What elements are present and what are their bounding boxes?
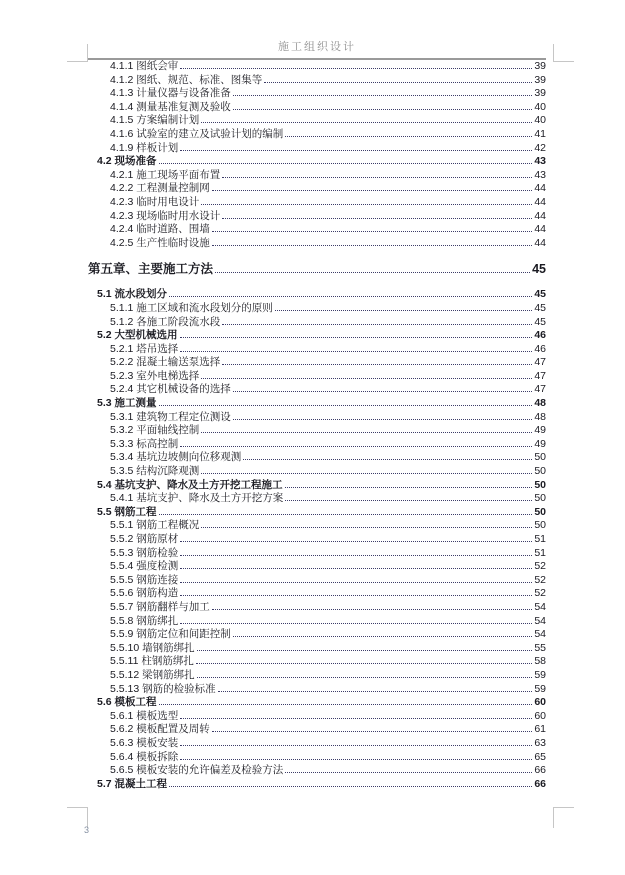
toc-entry[interactable]	[88, 547, 546, 561]
toc-entry-page: 44	[534, 182, 546, 195]
toc-entry[interactable]	[88, 655, 546, 669]
toc-leader-dots	[180, 582, 532, 583]
toc-entry[interactable]	[88, 74, 546, 88]
toc-leader-dots	[212, 731, 533, 732]
toc-leader-dots	[201, 204, 532, 205]
toc-entry-label: 第五章、主要施工方法	[88, 262, 214, 277]
toc-entry-page: 46	[534, 329, 546, 342]
toc-entry[interactable]	[88, 451, 546, 465]
toc-entry[interactable]	[88, 316, 546, 330]
toc-leader-dots	[285, 136, 532, 137]
toc-leader-dots	[180, 595, 532, 596]
toc-entry-page: 60	[534, 709, 546, 722]
toc-entry[interactable]	[88, 101, 546, 115]
toc-entry[interactable]	[88, 424, 546, 438]
toc-entry[interactable]	[88, 210, 546, 224]
toc-entry[interactable]	[88, 696, 546, 710]
toc-entry-label: 4.2.3 现场临时用水设计	[110, 209, 221, 222]
toc-entry[interactable]	[88, 710, 546, 724]
toc-entry[interactable]	[88, 764, 546, 778]
toc-entry-page: 39	[534, 60, 546, 72]
toc-entry-page: 54	[534, 628, 546, 641]
toc-entry-label: 4.2.4 临时道路、围墙	[110, 223, 210, 236]
toc-entry-page: 59	[534, 668, 546, 681]
toc-entry-page: 42	[534, 141, 546, 154]
toc-entry[interactable]	[88, 288, 546, 302]
toc-entry-page: 59	[534, 682, 546, 695]
toc-entry-page: 44	[534, 195, 546, 208]
toc-entry-page: 47	[534, 356, 546, 369]
toc-entry-label: 5.2 大型机械选用	[97, 329, 178, 342]
toc-entry-label: 5.2.1 塔吊选择	[110, 342, 179, 355]
toc-entry-page: 58	[534, 655, 546, 668]
toc-leader-dots	[180, 745, 532, 746]
toc-leader-dots	[264, 82, 532, 83]
toc-leader-dots	[215, 272, 530, 273]
toc-entry-page: 45	[534, 288, 546, 301]
toc-leader-dots	[275, 310, 533, 311]
toc-leader-dots	[222, 218, 532, 219]
toc-entry[interactable]	[88, 574, 546, 588]
toc-leader-dots	[159, 163, 533, 164]
toc-leader-dots	[180, 446, 532, 447]
toc-entry[interactable]	[88, 465, 546, 479]
toc-entry-page: 45	[534, 315, 546, 328]
toc-entry-label: 5.5.4 强度检测	[110, 560, 179, 573]
toc-entry-page: 54	[534, 600, 546, 613]
toc-leader-dots	[243, 459, 532, 460]
toc-entry-page: 66	[534, 777, 546, 790]
toc-entry-page: 39	[534, 87, 546, 100]
toc-entry-label: 5.3.2 平面轴线控制	[110, 424, 200, 437]
toc-leader-dots	[180, 623, 532, 624]
toc-entry-label: 5.5.13 钢筋的检验标准	[110, 682, 216, 695]
toc-entry-label: 5.5.10 墙钢筋绑扎	[110, 641, 195, 654]
toc-entry-label: 4.2 现场准备	[97, 155, 157, 168]
toc-entry-label: 5.6.1 模板选型	[110, 709, 179, 722]
toc-entry[interactable]	[88, 142, 546, 156]
toc-entry[interactable]	[88, 237, 546, 251]
toc-entry-label: 5.5.11 柱钢筋绑扎	[110, 655, 194, 668]
toc-entry[interactable]	[88, 329, 546, 343]
toc-entry-label: 4.2.2 工程测量控制网	[110, 182, 210, 195]
toc-leader-dots	[180, 68, 532, 69]
toc-entry-label: 4.1.2 图纸、规范、标准、图集等	[110, 73, 263, 86]
toc-entry-page: 41	[534, 127, 546, 140]
toc-entry-page: 66	[534, 764, 546, 777]
toc-entry-page: 48	[534, 397, 546, 410]
toc-entry[interactable]	[88, 506, 546, 520]
toc-entry-label: 5.5.3 钢筋检验	[110, 546, 179, 559]
toc-entry-label: 5.3.3 标高控制	[110, 437, 179, 450]
toc-entry-page: 44	[534, 236, 546, 249]
toc-entry-label: 5.6.5 模板安装的允许偏差及检验方法	[110, 764, 284, 777]
toc-leader-dots	[180, 718, 532, 719]
toc-entry-label: 5.3 施工测量	[97, 397, 157, 410]
toc-entry[interactable]	[88, 479, 546, 493]
toc-entry-page: 47	[534, 383, 546, 396]
toc-entry-page: 51	[534, 533, 546, 545]
toc-entry-page: 46	[534, 342, 546, 355]
toc-leader-dots	[212, 245, 533, 246]
toc-entry-page: 52	[534, 587, 546, 600]
toc-entry[interactable]	[88, 615, 546, 629]
toc-leader-dots	[233, 636, 533, 637]
toc-entry[interactable]	[88, 182, 546, 196]
toc-entry[interactable]	[88, 356, 546, 370]
toc-leader-dots	[285, 772, 532, 773]
toc-entry-label: 4.2.3 临时用电设计	[110, 195, 200, 208]
toc-entry-page: 44	[534, 223, 546, 236]
toc-entry-page: 47	[534, 369, 546, 382]
toc-entry[interactable]	[88, 383, 546, 397]
toc-entry-label: 5.6.3 模板安装	[110, 736, 179, 749]
toc-entry[interactable]	[88, 370, 546, 384]
toc-leader-dots	[201, 378, 532, 379]
toc-entry-page: 60	[534, 696, 546, 709]
toc-entry-page: 48	[534, 410, 546, 423]
toc-leader-dots	[212, 231, 533, 232]
toc-leader-dots	[222, 177, 532, 178]
toc-entry-page: 43	[534, 168, 546, 181]
toc-entry-label: 5.5.2 钢筋原材	[110, 533, 179, 545]
toc-entry[interactable]	[88, 683, 546, 697]
toc-entry[interactable]	[88, 87, 546, 101]
toc-entry-label: 5.4.1 基坑支护、降水及土方开挖方案	[110, 492, 284, 505]
toc-entry-label: 4.1.5 方案编制计划	[110, 114, 200, 127]
toc-entry-label: 5.5.1 钢筋工程概况	[110, 519, 200, 532]
toc-entry-label: 5.5 钢筋工程	[97, 505, 157, 518]
toc-leader-dots	[180, 351, 532, 352]
toc-leader-dots	[201, 473, 532, 474]
toc-leader-dots	[180, 541, 532, 542]
toc-entry[interactable]	[88, 669, 546, 683]
text-boundary-mark-bottom-right	[553, 807, 574, 828]
footer-page-number: 3	[84, 825, 90, 835]
toc-entry-label: 4.1.1 图纸会审	[110, 60, 179, 72]
toc-entry-page: 55	[534, 641, 546, 654]
toc-entry-label: 5.6.2 模板配置及周转	[110, 723, 210, 736]
toc-entry-page: 40	[534, 100, 546, 113]
toc-entry-label: 5.5.5 钢筋连接	[110, 573, 179, 586]
document-header-title: 施工组织设计	[88, 38, 546, 60]
toc-entry-page: 44	[534, 209, 546, 222]
toc-leader-dots	[180, 337, 533, 338]
toc-leader-dots	[233, 95, 533, 96]
toc-entry[interactable]	[88, 196, 546, 210]
toc-entry-label: 5.5.7 钢筋翻样与加工	[110, 600, 210, 613]
toc-leader-dots	[196, 663, 532, 664]
toc-entry[interactable]	[88, 533, 546, 547]
toc-entry-label: 5.1.2 各施工阶段流水段	[110, 315, 221, 328]
toc-entry[interactable]	[88, 411, 546, 425]
toc-entry[interactable]	[88, 519, 546, 533]
toc-leader-dots	[180, 568, 532, 569]
toc-entry[interactable]	[88, 169, 546, 183]
toc-leader-dots	[197, 677, 533, 678]
toc-entry-page: 40	[534, 114, 546, 127]
toc-entry-page: 52	[534, 573, 546, 586]
toc-entry[interactable]	[88, 778, 546, 792]
toc-entry[interactable]	[88, 128, 546, 142]
toc-entry-page: 50	[534, 505, 546, 518]
toc-entry[interactable]	[88, 302, 546, 316]
toc-entry[interactable]	[88, 737, 546, 751]
toc-leader-dots	[218, 691, 533, 692]
toc-entry-page: 51	[534, 546, 546, 559]
toc-leader-dots	[233, 419, 533, 420]
toc-entry-label: 4.2.5 生产性临时设施	[110, 236, 210, 249]
toc-leader-dots	[233, 109, 533, 110]
toc-entry[interactable]	[88, 114, 546, 128]
toc-entry[interactable]	[88, 223, 546, 237]
toc-entry[interactable]	[88, 628, 546, 642]
toc-leader-dots	[201, 527, 532, 528]
toc-leader-dots	[285, 487, 533, 488]
toc-entry-label: 5.6 模板工程	[97, 696, 157, 709]
toc-entry-page: 45	[532, 262, 546, 277]
toc-entry[interactable]	[88, 60, 546, 74]
toc-leader-dots	[180, 759, 532, 760]
toc-entry-label: 5.6.4 模板拆除	[110, 750, 179, 763]
toc-entry[interactable]	[88, 751, 546, 765]
toc-entry[interactable]	[88, 587, 546, 601]
toc-leader-dots	[222, 324, 532, 325]
toc-entry-page: 65	[534, 750, 546, 763]
toc-entry-page: 61	[534, 723, 546, 736]
toc-entry-label: 5.3.4 基坑边坡侧向位移观测	[110, 451, 242, 464]
toc-entry-page: 43	[534, 155, 546, 168]
toc-entry-label: 4.1.3 计量仪器与设备准备	[110, 87, 231, 100]
toc-entry-label: 5.5.6 钢筋构造	[110, 587, 179, 600]
toc-leader-dots	[212, 609, 533, 610]
toc-entry-page: 50	[534, 478, 546, 491]
toc-leader-dots	[212, 190, 533, 191]
toc-entry-page: 50	[534, 492, 546, 505]
toc-entry[interactable]	[88, 438, 546, 452]
toc-entry-page: 50	[534, 451, 546, 464]
toc-entry-label: 5.1.1 施工区域和流水段划分的原则	[110, 301, 273, 314]
toc-leader-dots	[159, 704, 533, 705]
toc-entry-label: 5.3.5 结构沉降观测	[110, 465, 200, 478]
toc-entry-page: 50	[534, 519, 546, 532]
toc-entry[interactable]	[88, 601, 546, 615]
toc-entry[interactable]	[88, 261, 546, 277]
text-boundary-mark-top-left	[67, 44, 88, 62]
toc-entry-label: 4.2.1 施工现场平面布置	[110, 168, 221, 181]
toc-leader-dots	[169, 296, 532, 297]
toc-leader-dots	[180, 150, 532, 151]
toc-entry-page: 49	[534, 424, 546, 437]
toc-entry-label: 5.2.3 室外电梯选择	[110, 369, 200, 382]
toc-entry-page: 50	[534, 465, 546, 478]
toc-entry[interactable]	[88, 343, 546, 357]
toc-leader-dots	[201, 432, 532, 433]
toc-entry-page: 45	[534, 301, 546, 314]
toc-entry[interactable]	[88, 155, 546, 169]
toc-entry-label: 5.2.4 其它机械设备的选择	[110, 383, 231, 396]
toc-entry-label: 4.1.6 试验室的建立及试验计划的编制	[110, 127, 284, 140]
toc-entry-label: 5.1 流水段划分	[97, 288, 168, 301]
toc-entry-label: 5.3.1 建筑物工程定位测设	[110, 410, 231, 423]
toc-entry-page: 49	[534, 437, 546, 450]
text-boundary-mark-top-right	[553, 44, 574, 62]
toc-leader-dots	[285, 500, 532, 501]
toc-leader-dots	[159, 405, 533, 406]
toc-entry[interactable]	[88, 723, 546, 737]
toc-entry[interactable]	[88, 492, 546, 506]
toc-entry-label: 5.7 混凝土工程	[97, 777, 168, 790]
toc-entry-label: 5.5.8 钢筋绑扎	[110, 614, 179, 627]
toc-entry-label: 5.5.12 梁钢筋绑扎	[110, 668, 195, 681]
toc-leader-dots	[233, 391, 533, 392]
toc-leader-dots	[159, 514, 533, 515]
toc-entry-page: 54	[534, 614, 546, 627]
toc-leader-dots	[169, 786, 532, 787]
toc-leader-dots	[222, 364, 532, 365]
toc-entry[interactable]	[88, 560, 546, 574]
toc-entry-label: 5.4 基坑支护、降水及土方开挖工程施工	[97, 478, 283, 491]
toc-entry-label: 5.2.2 混凝土输送泵选择	[110, 356, 221, 369]
toc-leader-dots	[180, 555, 532, 556]
toc-leader-dots	[197, 650, 533, 651]
toc-list	[88, 60, 546, 791]
toc-entry[interactable]	[88, 397, 546, 411]
toc-entry-page: 63	[534, 736, 546, 749]
toc-entry-label: 4.1.9 样板计划	[110, 141, 179, 154]
toc-entry-label: 4.1.4 测量基准复测及验收	[110, 100, 231, 113]
toc-entry-page: 52	[534, 560, 546, 573]
toc-entry-label: 5.5.9 钢筋定位和间距控制	[110, 628, 231, 641]
toc-entry-page: 39	[534, 73, 546, 86]
toc-entry[interactable]	[88, 642, 546, 656]
toc-leader-dots	[201, 122, 532, 123]
